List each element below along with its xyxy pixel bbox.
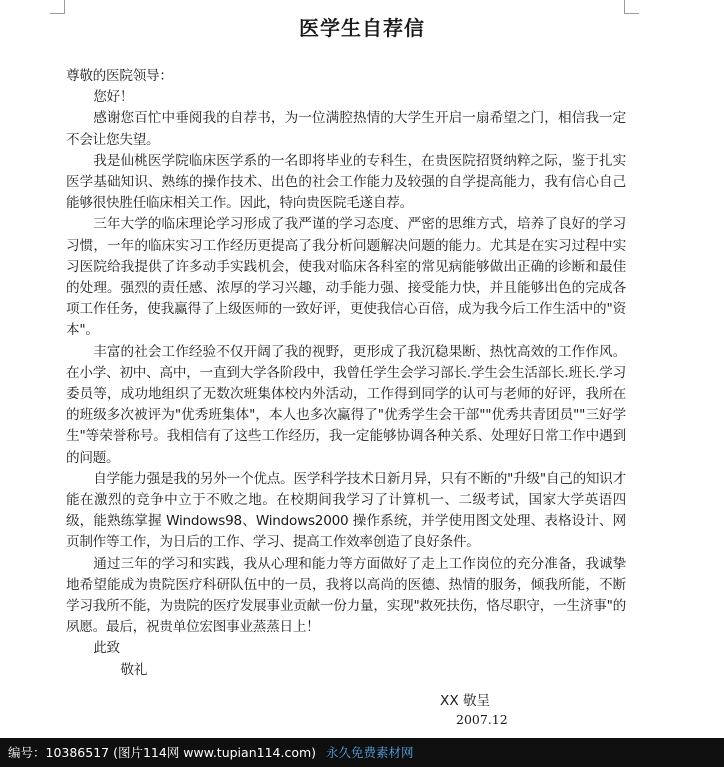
document-title: 医学生自荐信 <box>299 16 425 40</box>
closing: 此致 <box>93 640 120 657</box>
letter-date: 2007.12 <box>456 712 508 727</box>
paragraph-3: 三年大学的临床理论学习形成了我严谨的学习态度、严密的思维方式，培养了良好的学习习惯，一年的临床实习工作经历更提高了我分析问题解决问题的能力。尤其是在实习过程中实习医院给我提供了许多动手实践机会，使我对临床各科室的常见病能够做出正确的诊断和最佳的处理。强烈的责任感、浓厚的学习兴趣，动手能力强、接受能力快，并且能够出色的完成各项工作任务，使我赢得了上级医师的一致好评，更使我信心百倍，成为我今后工作生活中的"资本"。 <box>66 216 626 339</box>
regards: 敬礼 <box>120 661 148 678</box>
paragraph-6: 通过三年的学习和实践，我从心理和能力等方面做好了走上工作岗位的充分准备，我诚挚地希望能成为贵院医疗科研队伍中的一员，我将以高尚的医德、热情的服务，倾我所能，不断学习我所不能，为贵院的医疗发展事业贡献一份力量，实现"救死扶伤，恪尽职守，一生济事"的夙愿。最后，祝贵单位宏图事业蒸蒸日上！ <box>66 555 626 636</box>
greeting: 您好！ <box>93 89 134 106</box>
salutation: 尊敬的医院领导： <box>66 68 173 84</box>
signer: XX 敬呈 <box>440 693 491 709</box>
watermark-footer <box>0 738 724 767</box>
paragraph-2: 我是仙桃医学院临床医学系的一名即将毕业的专科生，在贵医院招贤纳粹之际，鉴于扎实医学基础知识、熟练的操作技术、出色的社会工作能力及较强的自学提高能力，我有信心自己能够很快胜任临床相关工作。因此，特向贵医院毛遂自荐。 <box>66 152 626 212</box>
letter-body <box>66 66 626 681</box>
footer-id-text: 编号：10386517 (图片114网 www.tupian114.com) <box>8 745 317 760</box>
footer-free-link[interactable]: 永久免费素材网 <box>326 745 414 760</box>
paragraph-5: 自学能力强是我的另外一个优点。医学科学技术日新月异，只有不断的"升级"自己的知识才能在激烈的竞争中立于不败之地。在校期间我学习了计算机一、二级考试，国家大学英语四级，能熟练掌握 Windows98、Windows2000 操作系统，并学使用图文处理、表格设计、网页制作等工作，为日后的工作、学习、提高工作效率创造了良好条件。 <box>66 470 626 551</box>
paragraph-4: 丰富的社会工作经验不仅开阔了我的视野，更形成了我沉稳果断、热忱高效的工作作风。在小学、初中、高中，一直到大学各阶段中，我曾任学生会学习部长.学生会生活部长.班长.学习委员等，成功地组织了无数次班集体校内外活动，工作得到同学的认可与老师的好评，我所在的班级多次被评为"优秀班集体"，本人也多次赢得了"优秀学生会干部""优秀共青团员""三好学生"等荣誉称号。我相信有了这些工作经历，我一定能够协调各种关系、处理好日常工作中遇到的问题。 <box>66 343 626 466</box>
paragraph-1: 感谢您百忙中垂阅我的自荐书，为一位满腔热情的大学生开启一扇希望之门，相信我一定不会让您失望。 <box>66 110 626 148</box>
